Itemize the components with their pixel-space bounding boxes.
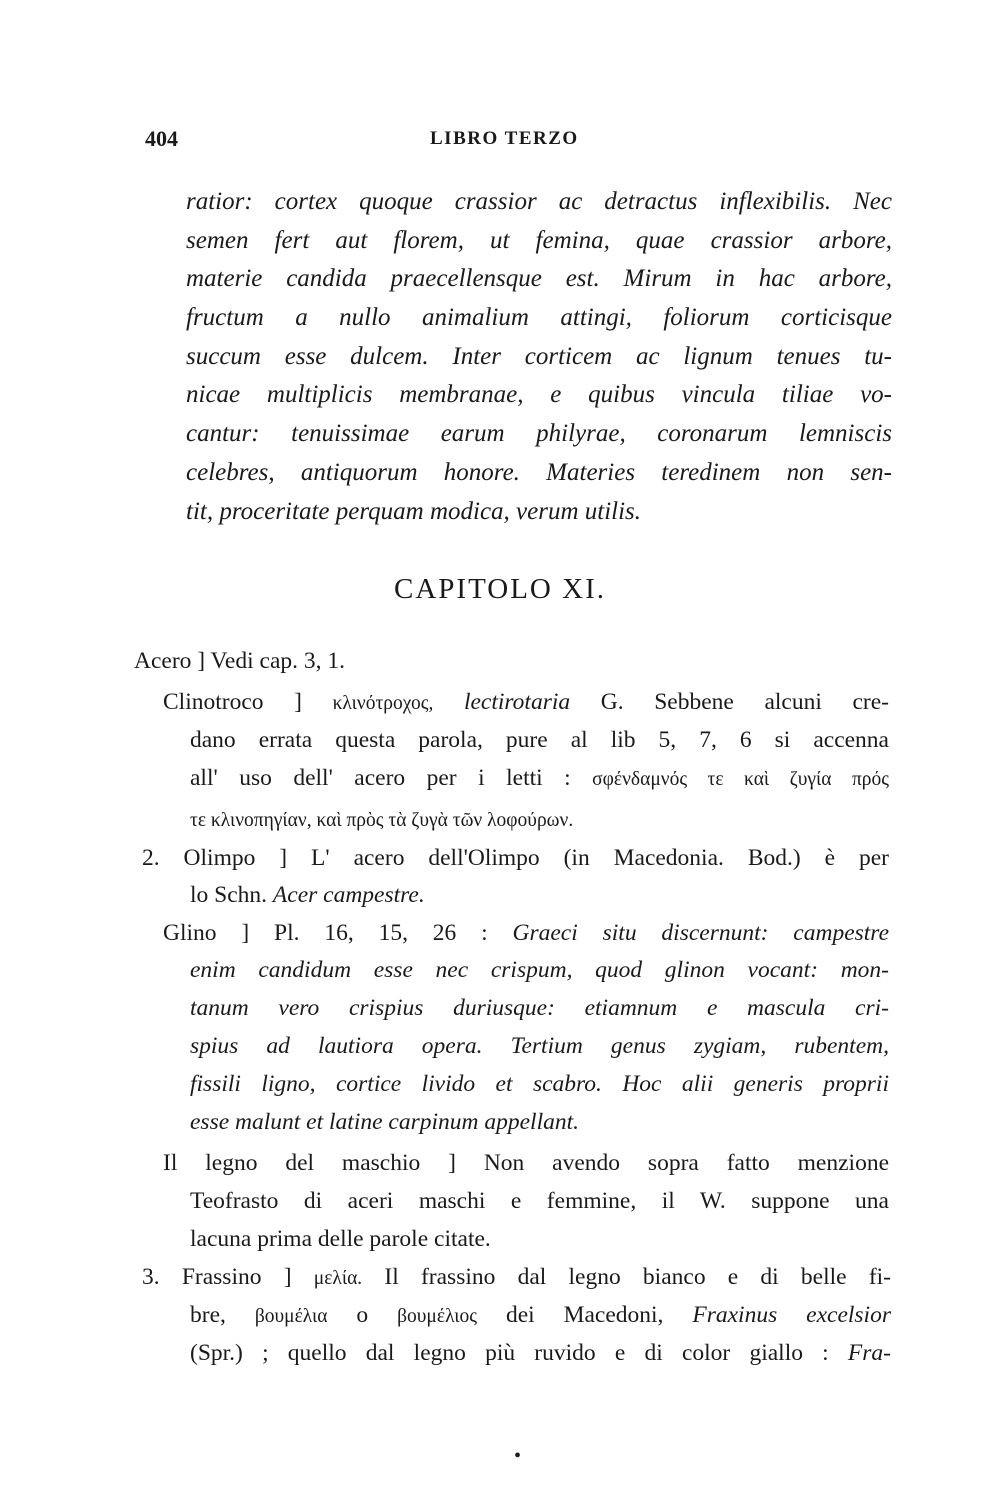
note-glino-line: fissili ligno, cortice livido et scabro. Hoc alii generis proprii xyxy=(190,1071,889,1097)
note-text: o xyxy=(327,1302,398,1328)
italic-text: lectirotaria xyxy=(433,689,601,715)
greek-text: βουμέλια xyxy=(254,1306,328,1327)
italic-text: Fra- xyxy=(847,1340,891,1366)
greek-text: μελία. xyxy=(313,1268,363,1289)
note-text: Glino ] Pl. 16, 15, 26 : xyxy=(163,920,513,946)
note-text: Clinotroco ] xyxy=(163,689,333,715)
note-clinotroco-line xyxy=(190,765,889,792)
latin-line: succum esse dulcem. Inter corticem ac lignum tenues tu- xyxy=(186,342,892,370)
running-title: LIBRO TERZO xyxy=(430,128,579,149)
note-text: G. Sebbene alcuni cre- xyxy=(600,689,890,715)
note-glino-line: esse malunt et latine carpinum appellant. xyxy=(190,1109,580,1135)
note-maschio-line: Il legno del maschio ] Non avendo sopra fatto menzione xyxy=(163,1150,889,1176)
latin-line: nicae multiplicis membranae, e quibus vincula tiliae vo- xyxy=(186,381,892,409)
italic-text: Graeci situ discernunt: campestre xyxy=(512,920,889,946)
latin-line: fructum a nullo animalium attingi, foliorum corticisque xyxy=(186,304,892,332)
note-frassino-line xyxy=(190,1340,891,1367)
note-clinotroco-line: dano errata questa parola, pure al lib 5, 7, 6 si accenna xyxy=(190,727,889,753)
note-frassino-line xyxy=(190,1302,891,1329)
latin-line: semen fert aut florem, ut femina, quae crassior arbore, xyxy=(186,226,892,254)
note-olimpo-line xyxy=(190,882,889,909)
latin-line: tit, proceritate perquam modica, verum utilis. xyxy=(186,497,642,525)
note-glino-line: enim candidum esse nec crispum, quod glinon vocant: mon- xyxy=(190,957,889,983)
greek-text: σφένδαμνός τε καὶ ζυγία πρός xyxy=(592,769,889,790)
note-frassino-line xyxy=(142,1264,891,1291)
note-text: Il frassino dal legno bianco e di belle fi- xyxy=(362,1264,891,1290)
note-acero: Acero ] Vedi cap. 3, 1. xyxy=(134,648,345,674)
latin-quotation xyxy=(186,183,892,531)
greek-text: βουμέλιος xyxy=(397,1306,478,1327)
note-clinotroco-line xyxy=(190,806,889,833)
latin-line: celebres, antiquorum honore. Materies teredinem non sen- xyxy=(186,458,892,486)
note-text: 3. Frassino ] xyxy=(142,1264,314,1290)
note-olimpo-line: 2. Olimpo ] L' acero dell'Olimpo (in Macedonia. Bod.) è per xyxy=(142,845,889,871)
page-number: 404 xyxy=(145,126,178,151)
note-text: dei Macedoni, xyxy=(477,1302,693,1328)
latin-line: materie candida praecellensque est. Mirum in hac arbore, xyxy=(186,265,892,293)
note-glino-line: tanum vero crispius duriusque: etiamnum e mascula cri- xyxy=(190,995,889,1021)
latin-line: cantur: tenuissimae earum philyrae, coronarum lemniscis xyxy=(186,420,892,448)
note-glino-line xyxy=(163,920,889,947)
greek-text: κλινότροχος, xyxy=(332,693,434,714)
footer-mark: • xyxy=(514,1445,522,1467)
note-text: all' uso dell' acero per i letti : xyxy=(190,765,593,791)
page-header xyxy=(145,126,905,156)
italic-text: Fraxinus excelsior xyxy=(692,1302,891,1328)
note-text: lo Schn. xyxy=(190,882,273,908)
note-clinotroco-line xyxy=(163,689,889,716)
note-glino-line: spius ad lautiora opera. Tertium genus zygiam, rubentem, xyxy=(190,1033,889,1059)
note-maschio-line: Teofrasto di aceri maschi e femmine, il W. suppone una xyxy=(190,1188,889,1214)
chapter-title: CAPITOLO XI. xyxy=(394,573,606,605)
note-text: (Spr.) ; quello dal legno più ruvido e di color giallo : xyxy=(190,1340,848,1366)
greek-text: τε κλινοπηγίαν, καὶ πρὸς τὰ ζυγὰ τῶν λοφούρων. xyxy=(190,810,574,831)
note-text: bre, xyxy=(190,1302,255,1328)
note-maschio-line: lacuna prima delle parole citate. xyxy=(190,1226,491,1252)
italic-text: Acer campestre. xyxy=(272,882,425,908)
latin-line: ratior: cortex quoque crassior ac detractus inflexibilis. Nec xyxy=(186,188,892,215)
